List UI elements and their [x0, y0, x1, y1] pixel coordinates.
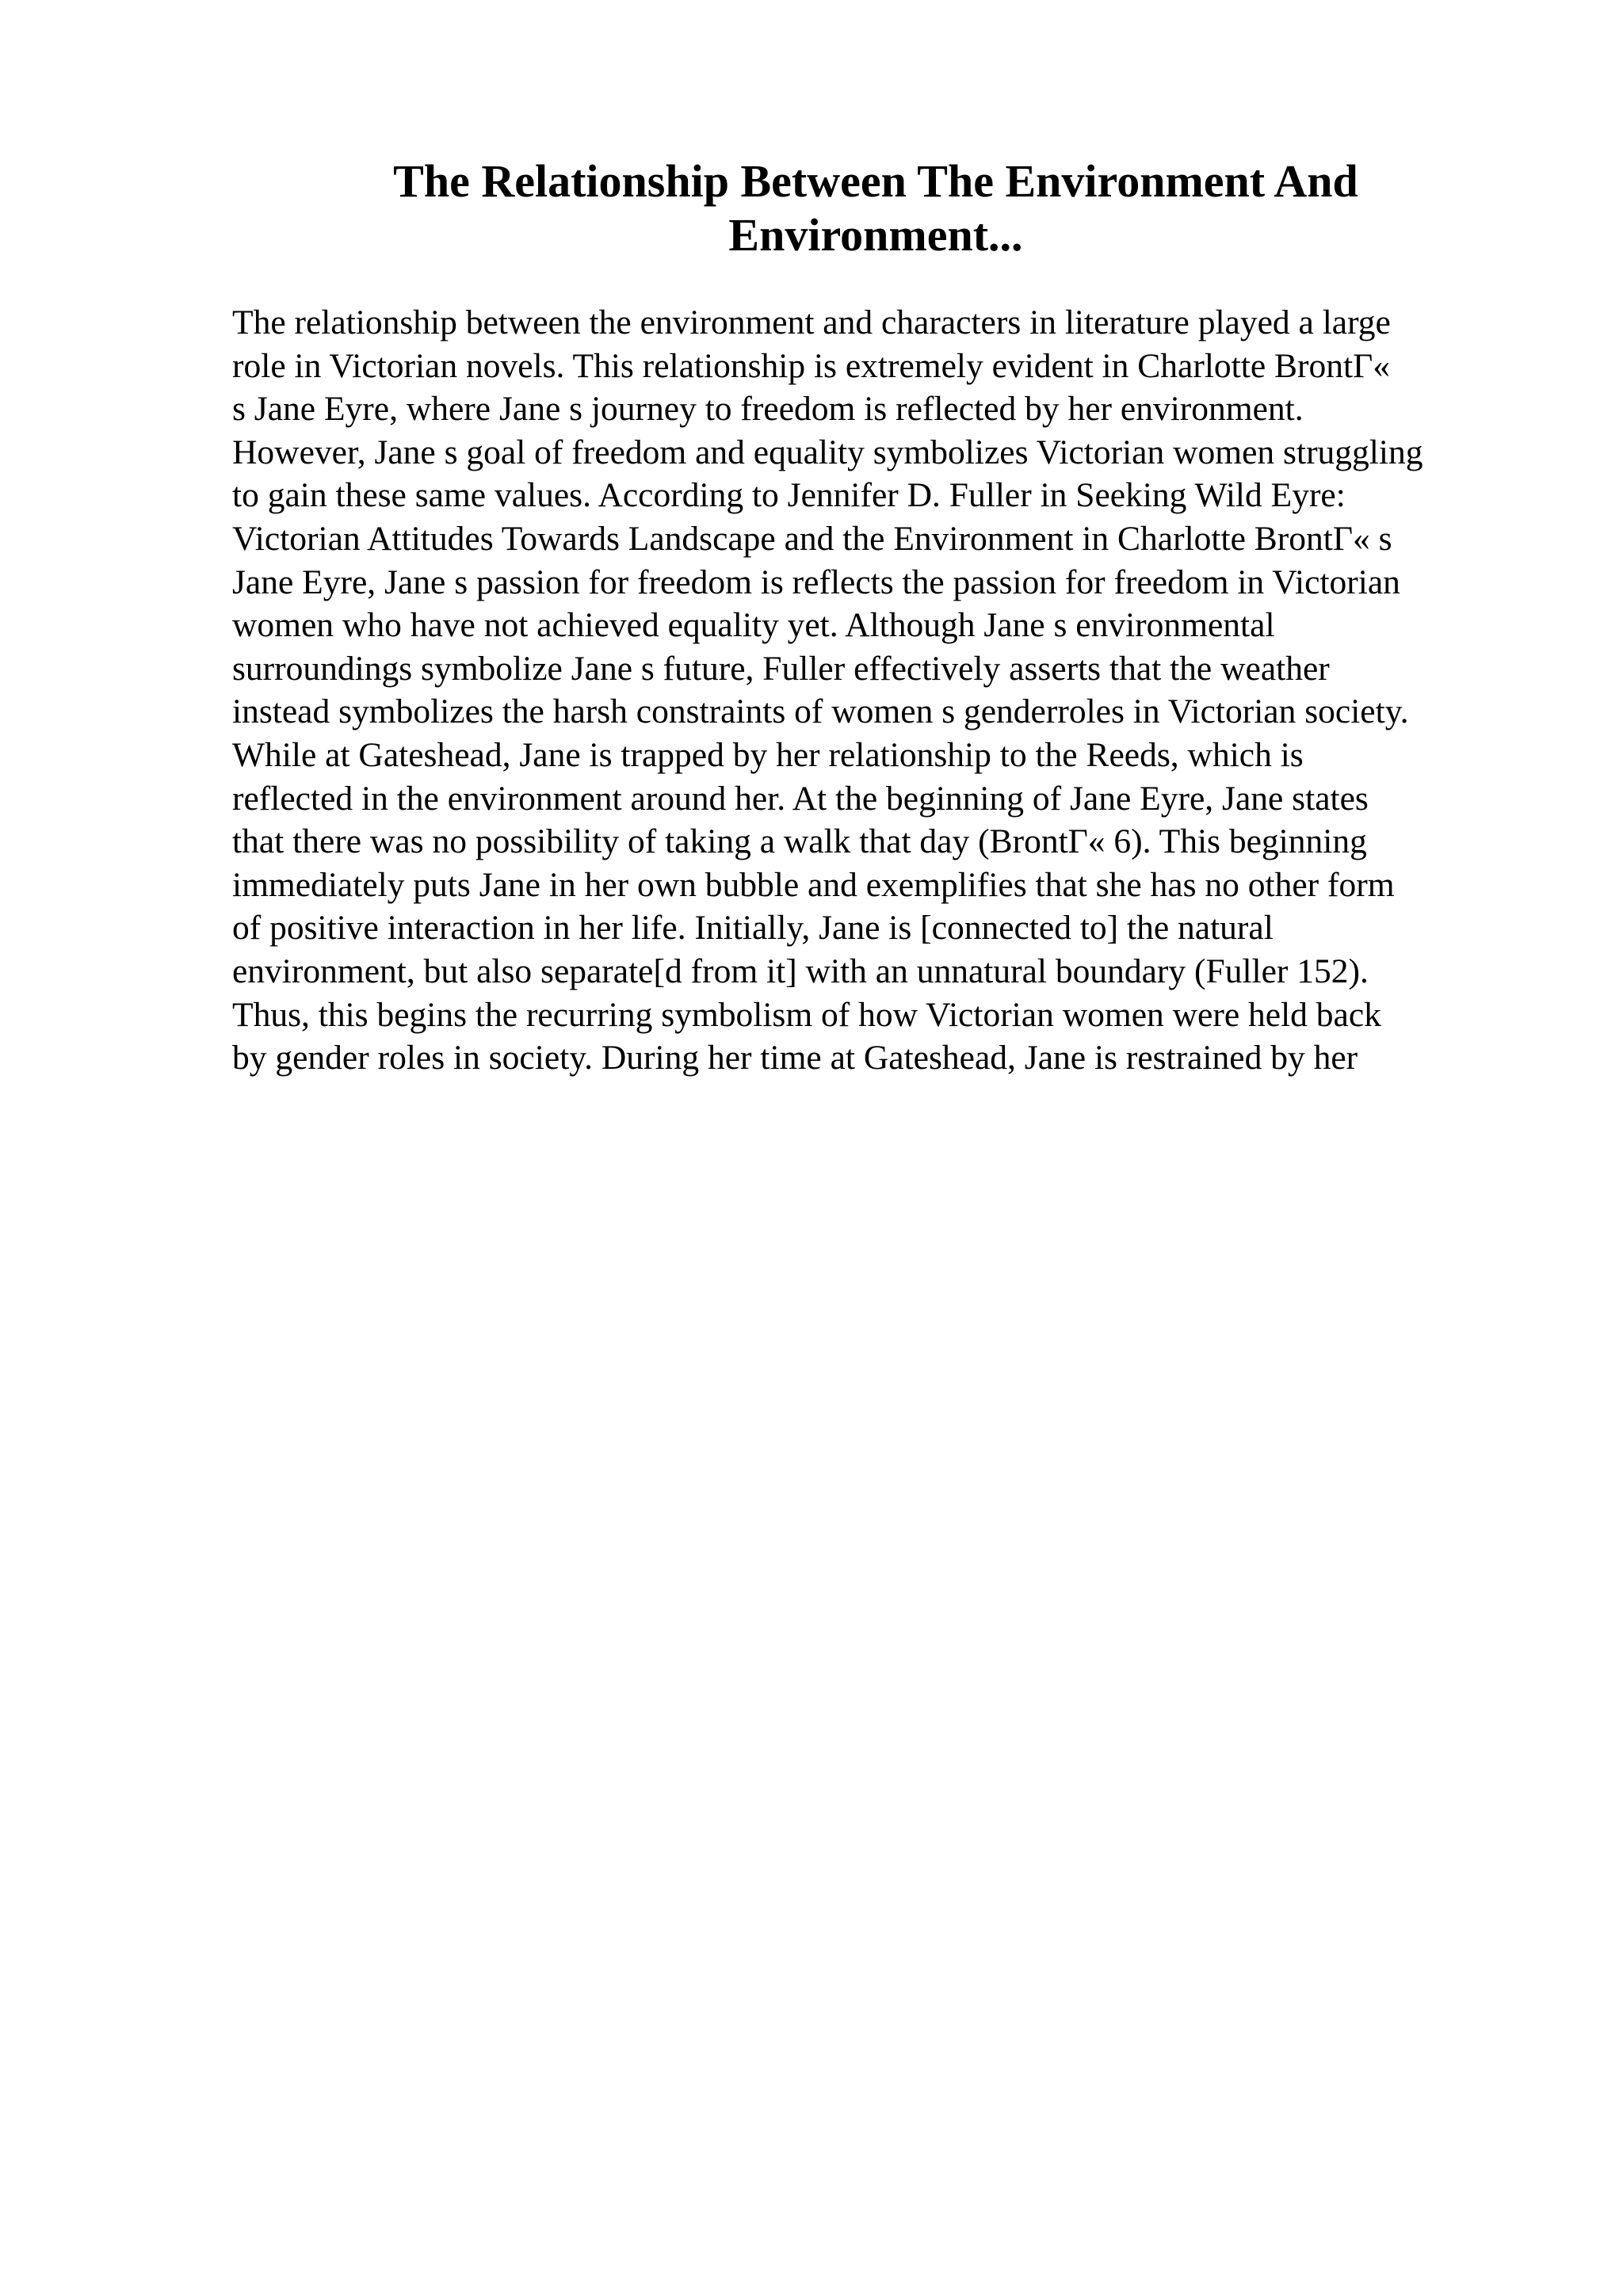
body-line: Victorian Attitudes Towards Landscape and the Environment in Charlotte BrontΓ« s: [232, 519, 1392, 558]
title-line: The Relationship Between The Environment And: [393, 155, 1358, 207]
body-line: to gain these same values. According to Jennifer D. Fuller in Seeking Wild Eyre:: [232, 476, 1346, 515]
body-line: immediately puts Jane in her own bubble and exemplifies that she has no other form: [232, 865, 1395, 904]
body-line: reflected in the environment around her. At the beginning of Jane Eyre, Jane states: [232, 779, 1369, 818]
body-line: While at Gateshead, Jane is trapped by her relationship to the Reeds, which is: [232, 735, 1304, 774]
body-line: Jane Eyre, Jane s passion for freedom is reflects the passion for freedom in Victorian: [232, 563, 1400, 601]
body-line: that there was no possibility of taking a walk that day (BrontΓ« 6). This beginning: [232, 822, 1367, 861]
title-line: Environment...: [728, 209, 1023, 261]
body-line: surroundings symbolize Jane s future, Fuller effectively asserts that the weather: [232, 649, 1330, 688]
body-line: women who have not achieved equality yet. Although Jane s environmental: [232, 606, 1275, 645]
body-line: role in Victorian novels. This relationship is extremely evident in Charlotte BrontΓ«: [232, 346, 1390, 385]
body-line: The relationship between the environment and characters in literature played a large: [232, 303, 1391, 341]
body-line: of positive interaction in her life. Initially, Jane is [connected to] the natural: [232, 909, 1274, 948]
body-line: s Jane Eyre, where Jane s journey to freedom is reflected by her environment.: [232, 390, 1304, 429]
body-line: environment, but also separate[d from it] with an unnatural boundary (Fuller 152).: [232, 952, 1369, 990]
body-line: by gender roles in society. During her time at Gateshead, Jane is restrained by her: [232, 1039, 1358, 1077]
body-line: Thus, this begins the recurring symbolism of how Victorian women were held back: [232, 995, 1381, 1034]
document-body: [232, 301, 1532, 1080]
body-line: However, Jane s goal of freedom and equality symbolizes Victorian women struggling: [232, 433, 1423, 471]
document-title: [230, 154, 1522, 262]
body-line: instead symbolizes the harsh constraints of women s genderroles in Victorian society.: [232, 692, 1409, 731]
